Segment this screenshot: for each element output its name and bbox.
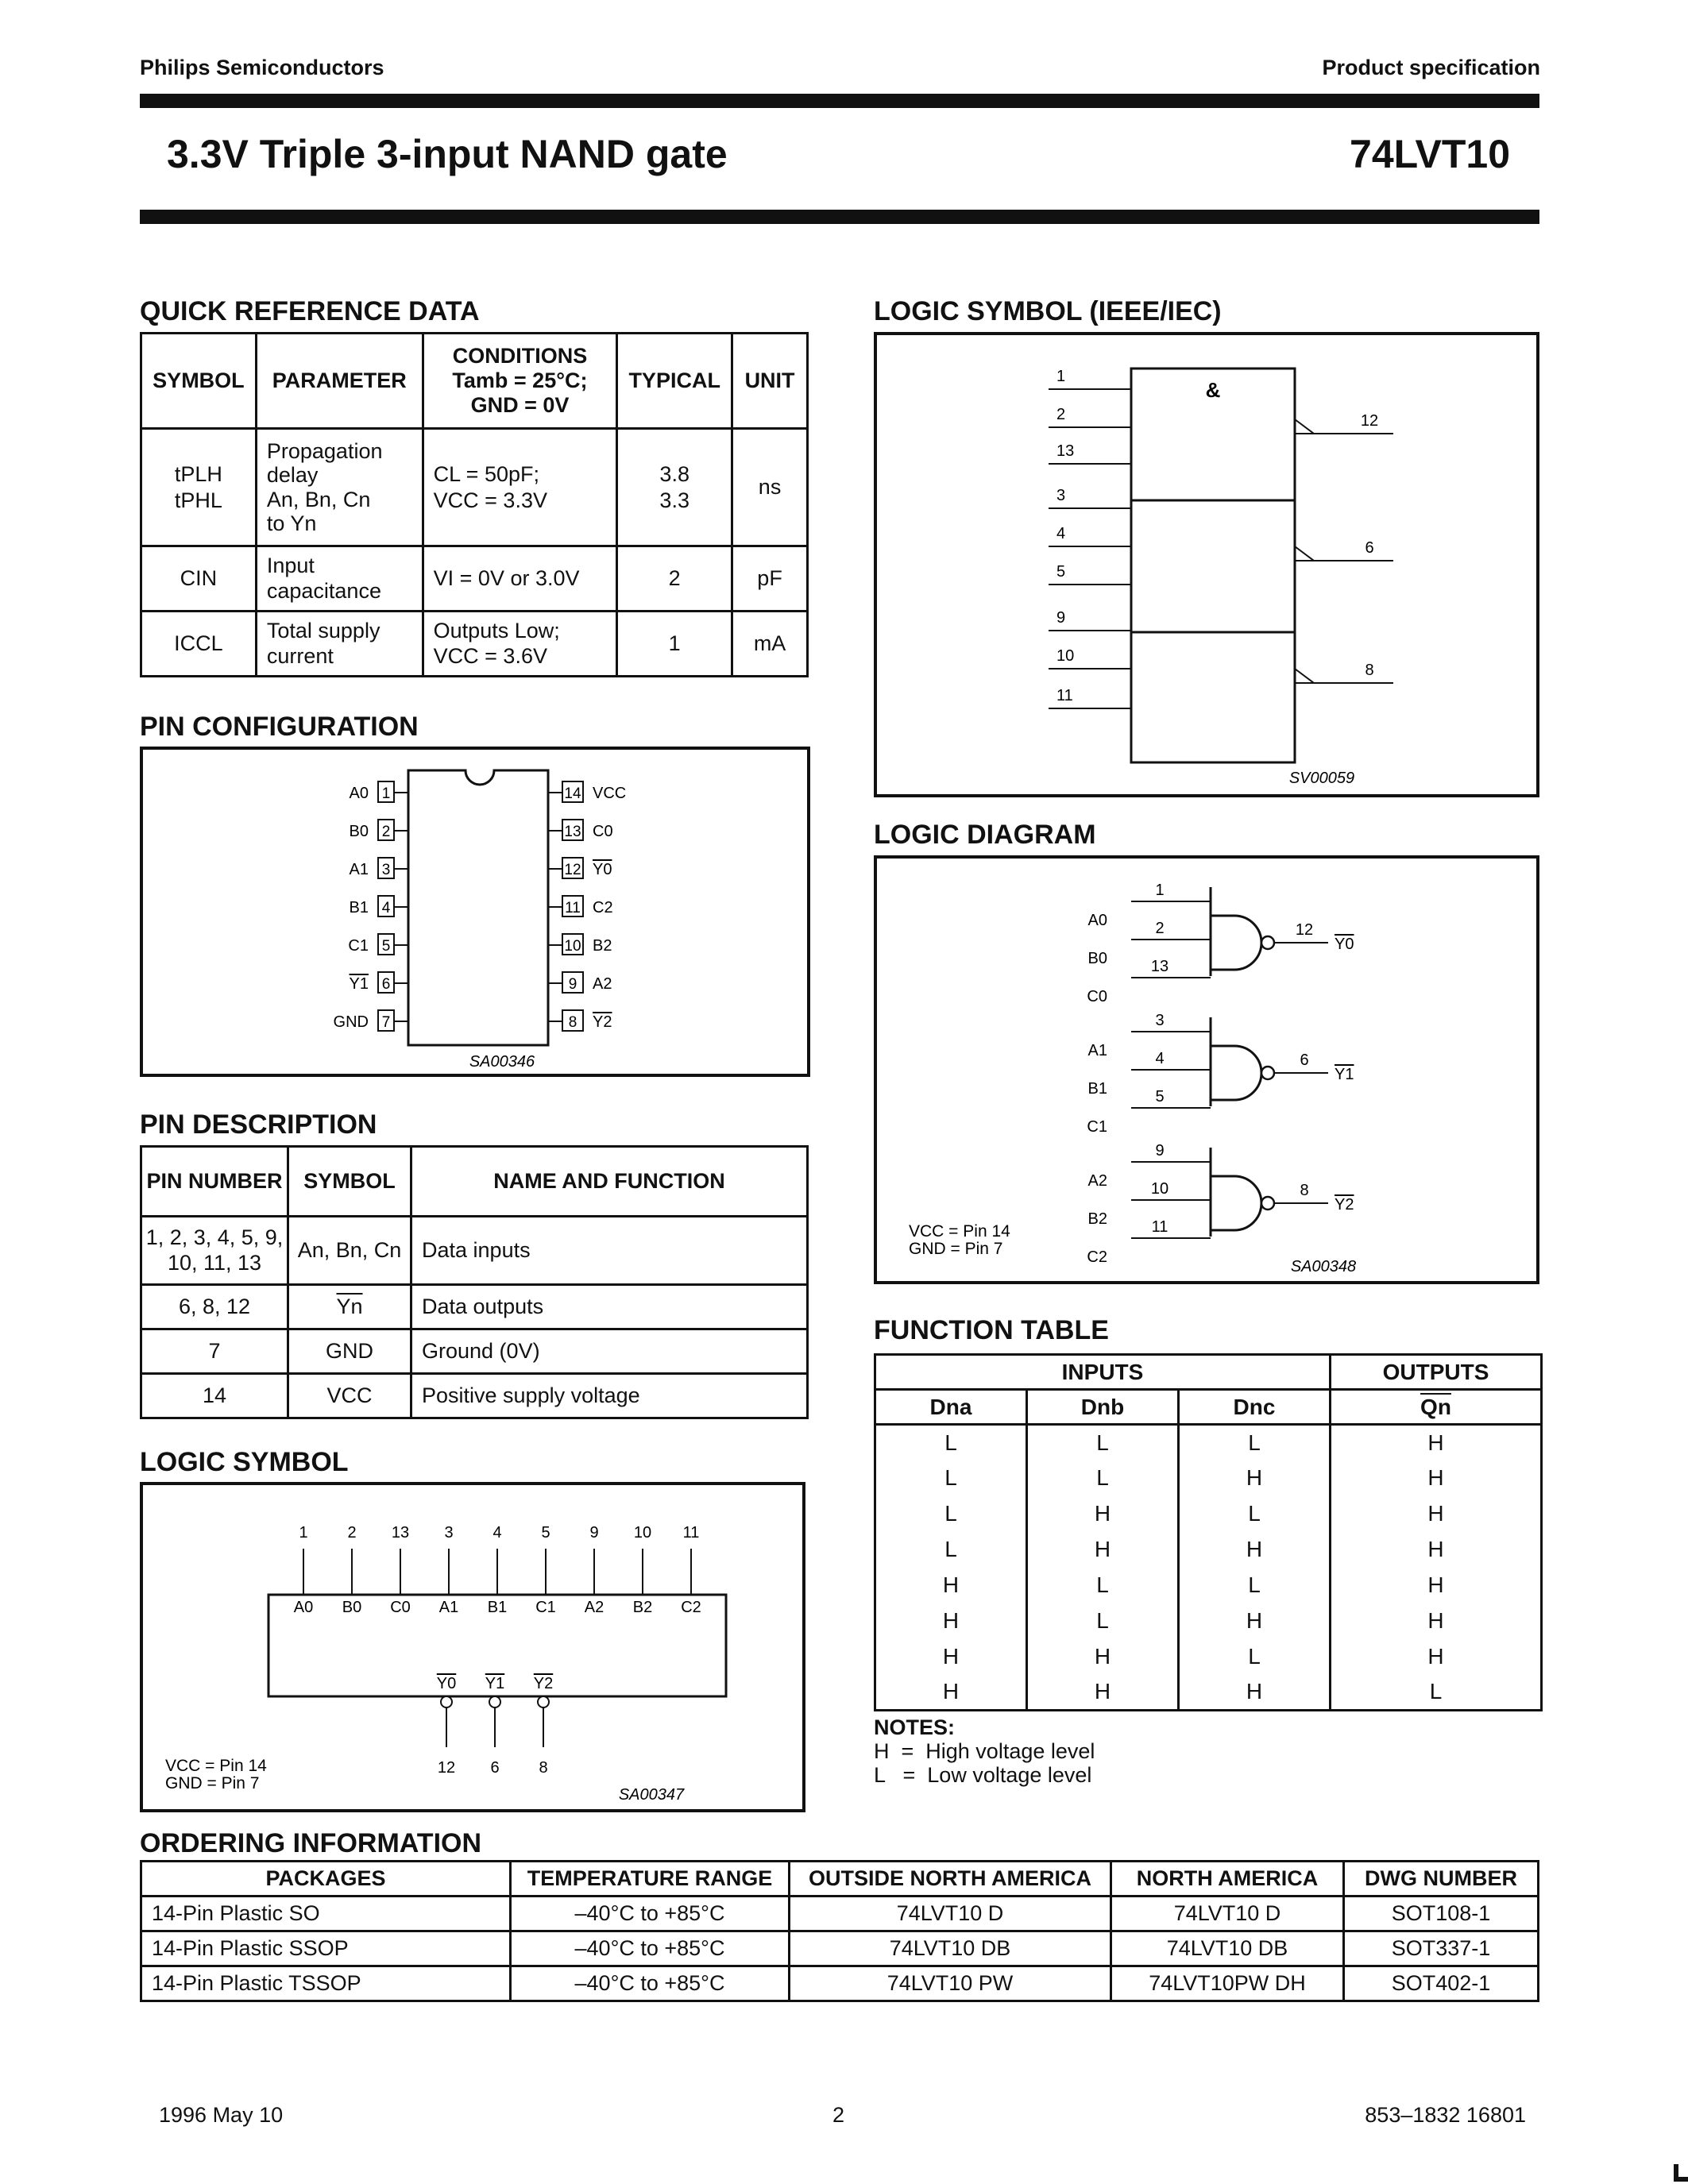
pin-label: B2 bbox=[593, 937, 612, 955]
pin-number: 2 bbox=[381, 824, 391, 840]
pin-number: 11 bbox=[565, 900, 581, 916]
table-row bbox=[141, 1897, 1539, 1931]
input-pin-number: 4 bbox=[1056, 525, 1066, 542]
table-row bbox=[875, 1568, 1542, 1603]
table-cell: H bbox=[1027, 1532, 1179, 1568]
company-name: Philips Semiconductors bbox=[140, 56, 384, 79]
output-pin-number: 6 bbox=[490, 1759, 500, 1777]
input-pin-number: 9 bbox=[1155, 1142, 1165, 1160]
input-pin-number: 2 bbox=[1056, 406, 1066, 423]
col-header: SYMBOL bbox=[288, 1147, 411, 1217]
logic-symbol-heading: LOGIC SYMBOL bbox=[140, 1447, 349, 1477]
col-header: NORTH AMERICA bbox=[1111, 1862, 1344, 1897]
input-pin-number: 13 bbox=[391, 1524, 410, 1542]
pin-label: A1 bbox=[349, 861, 369, 878]
input-label: A0 bbox=[1087, 912, 1107, 929]
table-cell: SOT108-1 bbox=[1344, 1897, 1539, 1931]
table-cell: H bbox=[875, 1639, 1027, 1675]
negation-indicator bbox=[1295, 419, 1314, 434]
col-header: Dnc bbox=[1179, 1390, 1331, 1425]
input-pin-number: 4 bbox=[1155, 1050, 1165, 1067]
pin-number: 14 bbox=[564, 785, 581, 802]
footer-date: 1996 May 10 bbox=[159, 2103, 284, 2127]
pin-label: A2 bbox=[593, 975, 612, 993]
output-pin-number: 6 bbox=[1300, 1051, 1309, 1069]
output-label: Y0 bbox=[436, 1675, 457, 1692]
input-label: B1 bbox=[487, 1599, 508, 1616]
table-row: CIN Input capacitance VI = 0V or 3.0V 2 pF bbox=[141, 546, 808, 612]
input-pin-number: 1 bbox=[1056, 368, 1066, 385]
input-label: A1 bbox=[438, 1599, 459, 1616]
pin-label: Y2 bbox=[593, 1013, 612, 1031]
col-header: PACKAGES bbox=[141, 1862, 511, 1897]
table-cell: H bbox=[875, 1568, 1027, 1603]
inversion-bubble bbox=[489, 1696, 500, 1707]
vcc-note: VCC = Pin 14 bbox=[165, 1757, 267, 1775]
table-cell: –40°C to +85°C bbox=[511, 1897, 790, 1931]
pin-desc-heading: PIN DESCRIPTION bbox=[140, 1109, 377, 1140]
table-row: 6, 8, 12 $\overline{Yn}$ Data outputs bbox=[141, 1285, 808, 1329]
gnd-note: GND = Pin 7 bbox=[909, 1240, 1003, 1258]
input-label: B2 bbox=[632, 1599, 653, 1616]
pin-config-heading: PIN CONFIGURATION bbox=[140, 712, 419, 742]
pin-number: 12 bbox=[564, 862, 581, 878]
table-cell: L bbox=[1179, 1496, 1331, 1532]
input-pin-number: 5 bbox=[1155, 1088, 1165, 1106]
table-cell: SOT402-1 bbox=[1344, 1966, 1539, 2001]
output-label: Y2 bbox=[533, 1675, 554, 1692]
input-label: C1 bbox=[1087, 1118, 1107, 1136]
table-row: tPLH tPHL Propagation delay An, Bn, Cn to Yn CL = 50pF; VCC = 3.3V 3.8 3.3 ns bbox=[141, 429, 808, 546]
ordering-heading: ORDERING INFORMATION bbox=[140, 1828, 482, 1858]
table-row: 14 VCC Positive supply voltage bbox=[141, 1374, 808, 1418]
pin-number: 3 bbox=[381, 862, 391, 878]
ic-body bbox=[408, 770, 548, 1045]
pin-label: C0 bbox=[593, 823, 613, 840]
pin-label: GND bbox=[333, 1013, 369, 1031]
notes-title: NOTES: bbox=[874, 1715, 956, 1739]
table-cell: 14-Pin Plastic SSOP bbox=[141, 1931, 511, 1966]
input-pin-number: 5 bbox=[1056, 563, 1066, 581]
inputs-group-header: INPUTS bbox=[875, 1355, 1331, 1390]
table-cell: 14-Pin Plastic SO bbox=[141, 1897, 511, 1931]
outputs-group-header: OUTPUTS bbox=[1331, 1355, 1542, 1390]
input-label: A2 bbox=[584, 1599, 605, 1616]
figure-code: SV00059 bbox=[1288, 770, 1355, 787]
figure-code: SA00347 bbox=[618, 1786, 685, 1804]
col-header: Dnb bbox=[1027, 1390, 1179, 1425]
logic-diagram bbox=[877, 859, 1536, 1281]
table-cell: L bbox=[1027, 1568, 1179, 1603]
col-header: PARAMETER bbox=[256, 334, 423, 429]
input-pin-number: 13 bbox=[1056, 442, 1075, 460]
col-header: Dna bbox=[875, 1390, 1027, 1425]
table-cell: L bbox=[875, 1425, 1027, 1461]
table-row bbox=[875, 1461, 1542, 1496]
col-header: UNIT bbox=[732, 334, 808, 429]
col-header: SYMBOL bbox=[141, 334, 257, 429]
col-header: CONDITIONS Tamb = 25°C; GND = 0V bbox=[423, 334, 617, 429]
logic-diagram-box bbox=[874, 855, 1539, 1284]
quick-ref-table bbox=[140, 332, 809, 677]
table-row bbox=[141, 1931, 1539, 1966]
negation-indicator bbox=[1295, 669, 1314, 683]
output-pin-number: 12 bbox=[1295, 921, 1314, 939]
table-row bbox=[875, 1532, 1542, 1568]
output-pin-number: 8 bbox=[1300, 1182, 1309, 1199]
pin-desc-table bbox=[140, 1145, 809, 1419]
table-cell: L bbox=[1429, 1679, 1443, 1704]
pin-label: B0 bbox=[349, 823, 369, 840]
input-pin-number: 11 bbox=[682, 1524, 700, 1542]
ordering-table bbox=[140, 1860, 1539, 2002]
input-pin-number: 9 bbox=[1056, 609, 1066, 627]
input-pin-number: 5 bbox=[541, 1524, 550, 1542]
col-header: OUTSIDE NORTH AMERICA bbox=[790, 1862, 1111, 1897]
header-rule bbox=[140, 94, 1539, 108]
table-cell: H bbox=[1027, 1639, 1179, 1675]
col-header: $\overline{Qn}$ bbox=[1331, 1390, 1542, 1425]
table-cell: 74LVT10 DB bbox=[790, 1931, 1111, 1966]
pin-config-box bbox=[140, 747, 810, 1077]
note-l: L = Low voltage level bbox=[874, 1763, 1092, 1787]
quick-ref-heading: QUICK REFERENCE DATA bbox=[140, 296, 480, 326]
pin-number: 4 bbox=[381, 900, 391, 916]
logic-symbol-box bbox=[140, 1482, 805, 1812]
crop-mark bbox=[1674, 2177, 1688, 2182]
pin-label: C1 bbox=[348, 937, 369, 955]
logic-symbol-diagram bbox=[143, 1485, 802, 1809]
input-label: A2 bbox=[1087, 1172, 1107, 1190]
title-rule bbox=[140, 210, 1539, 224]
ieee-symbol-diagram bbox=[877, 335, 1536, 794]
input-label: C2 bbox=[681, 1599, 701, 1616]
table-row bbox=[141, 1966, 1539, 2001]
function-table-heading: FUNCTION TABLE bbox=[874, 1315, 1109, 1345]
table-cell: L bbox=[875, 1461, 1027, 1496]
table-row bbox=[875, 1639, 1542, 1675]
input-label: C2 bbox=[1087, 1248, 1107, 1266]
pin-number: 1 bbox=[381, 785, 391, 802]
col-header: TEMPERATURE RANGE bbox=[511, 1862, 790, 1897]
pin-label: A0 bbox=[349, 785, 369, 802]
table-cell: L bbox=[875, 1532, 1027, 1568]
table-cell: H bbox=[1427, 1572, 1444, 1597]
figure-code: SA00346 bbox=[469, 1053, 535, 1071]
ieee-heading: LOGIC SYMBOL (IEEE/IEC) bbox=[874, 296, 1222, 326]
input-pin-number: 10 bbox=[633, 1524, 652, 1542]
input-pin-number: 3 bbox=[1056, 487, 1066, 504]
negation-indicator bbox=[1295, 546, 1314, 561]
footer-code: 853–1832 16801 bbox=[1365, 2103, 1526, 2127]
table-cell: H bbox=[875, 1603, 1027, 1639]
table-cell: H bbox=[1427, 1430, 1444, 1455]
note-h: H = High voltage level bbox=[874, 1739, 1095, 1763]
table-cell: H bbox=[1427, 1608, 1444, 1633]
page-title: 3.3V Triple 3-input NAND gate bbox=[167, 132, 728, 176]
part-number: 74LVT10 bbox=[1350, 132, 1510, 176]
table-cell: 74LVT10 D bbox=[790, 1897, 1111, 1931]
figure-code: SA00348 bbox=[1290, 1258, 1357, 1275]
and-qualifier: & bbox=[1205, 378, 1221, 402]
nand-gate bbox=[1211, 1046, 1261, 1100]
pin-number: 13 bbox=[564, 824, 581, 840]
col-header: NAME AND FUNCTION bbox=[411, 1147, 808, 1217]
table-cell: L bbox=[1027, 1425, 1179, 1461]
table-cell: –40°C to +85°C bbox=[511, 1931, 790, 1966]
doc-type: Product specification bbox=[1322, 56, 1540, 79]
table-cell: 74LVT10 DB bbox=[1111, 1931, 1344, 1966]
input-pin-number: 1 bbox=[299, 1524, 308, 1542]
table-cell: L bbox=[875, 1496, 1027, 1532]
output-label: Y0 bbox=[1335, 936, 1354, 953]
table-cell: H bbox=[1427, 1537, 1444, 1561]
table-cell: –40°C to +85°C bbox=[511, 1966, 790, 2001]
table-cell: SOT337-1 bbox=[1344, 1931, 1539, 1966]
pin-number: 7 bbox=[381, 1014, 391, 1031]
table-cell: H bbox=[875, 1675, 1027, 1711]
table-cell: L bbox=[1027, 1603, 1179, 1639]
table-cell: L bbox=[1027, 1461, 1179, 1496]
table-row bbox=[875, 1675, 1542, 1711]
table-cell: H bbox=[1427, 1501, 1444, 1526]
table-row: 7 GND Ground (0V) bbox=[141, 1329, 808, 1374]
input-pin-number: 10 bbox=[1056, 647, 1075, 665]
table-cell: 14-Pin Plastic TSSOP bbox=[141, 1966, 511, 2001]
inversion-bubble bbox=[538, 1696, 549, 1707]
input-label: A1 bbox=[1087, 1042, 1107, 1059]
pin-label: C2 bbox=[593, 899, 613, 916]
table-row bbox=[875, 1425, 1542, 1461]
pin-config-diagram bbox=[143, 750, 807, 1074]
output-pin-number: 12 bbox=[437, 1759, 456, 1777]
input-label: A0 bbox=[293, 1599, 314, 1616]
pin-label: Y0 bbox=[593, 861, 612, 878]
inversion-bubble bbox=[1261, 1067, 1274, 1079]
input-label: B0 bbox=[342, 1599, 362, 1616]
table-cell: L bbox=[1179, 1568, 1331, 1603]
nand-gate bbox=[1211, 1176, 1261, 1230]
table-cell: H bbox=[1179, 1532, 1331, 1568]
pin-number: 6 bbox=[381, 976, 391, 993]
table-cell: 74LVT10PW DH bbox=[1111, 1966, 1344, 2001]
table-cell: 74LVT10 PW bbox=[790, 1966, 1111, 2001]
table-cell: L bbox=[1179, 1425, 1331, 1461]
input-pin-number: 9 bbox=[589, 1524, 599, 1542]
col-header: DWG NUMBER bbox=[1344, 1862, 1539, 1897]
input-pin-number: 10 bbox=[1150, 1180, 1169, 1198]
table-row bbox=[875, 1496, 1542, 1532]
table-cell: H bbox=[1027, 1675, 1179, 1711]
input-label: B0 bbox=[1087, 950, 1107, 967]
input-label: C1 bbox=[535, 1599, 556, 1616]
ieee-symbol-box bbox=[874, 332, 1539, 797]
pin-label: VCC bbox=[593, 785, 627, 802]
output-label: Y1 bbox=[485, 1675, 505, 1692]
input-pin-number: 2 bbox=[347, 1524, 357, 1542]
input-pin-number: 3 bbox=[444, 1524, 454, 1542]
input-pin-number: 3 bbox=[1155, 1012, 1165, 1029]
inversion-bubble bbox=[441, 1696, 452, 1707]
table-cell: H bbox=[1027, 1496, 1179, 1532]
input-label: C0 bbox=[1087, 988, 1107, 1005]
pin-number: 5 bbox=[381, 938, 391, 955]
vcc-note: VCC = Pin 14 bbox=[909, 1222, 1010, 1241]
pin-number: 10 bbox=[564, 938, 581, 955]
pin-label: Y1 bbox=[349, 975, 369, 993]
table-cell: H bbox=[1179, 1675, 1331, 1711]
input-pin-number: 4 bbox=[492, 1524, 502, 1542]
output-pin-number: 6 bbox=[1365, 539, 1374, 557]
ieee-body bbox=[1131, 369, 1295, 762]
function-table bbox=[874, 1353, 1543, 1711]
logic-diagram-heading: LOGIC DIAGRAM bbox=[874, 820, 1096, 850]
pin-number: 9 bbox=[568, 976, 577, 993]
input-pin-number: 1 bbox=[1155, 882, 1165, 899]
output-pin-number: 12 bbox=[1360, 412, 1379, 430]
table-cell: 74LVT10 D bbox=[1111, 1897, 1344, 1931]
col-header: PIN NUMBER bbox=[141, 1147, 288, 1217]
table-cell: H bbox=[1179, 1461, 1331, 1496]
input-pin-number: 13 bbox=[1150, 958, 1169, 975]
output-label: Y1 bbox=[1335, 1066, 1354, 1083]
table-row bbox=[875, 1603, 1542, 1639]
pin-number: 8 bbox=[568, 1014, 577, 1031]
table-cell: H bbox=[1427, 1644, 1444, 1669]
output-label: Y2 bbox=[1335, 1196, 1354, 1214]
table-cell: H bbox=[1427, 1465, 1444, 1490]
input-label: B1 bbox=[1087, 1080, 1107, 1098]
table-row: 1, 2, 3, 4, 5, 9, 10, 11, 13 An, Bn, Cn Data inputs bbox=[141, 1217, 808, 1285]
inversion-bubble bbox=[1261, 1197, 1274, 1210]
pin-label: B1 bbox=[349, 899, 369, 916]
input-label: B2 bbox=[1087, 1210, 1107, 1228]
nand-gate bbox=[1211, 916, 1261, 970]
col-header: TYPICAL bbox=[617, 334, 732, 429]
output-pin-number: 8 bbox=[539, 1759, 548, 1777]
input-pin-number: 11 bbox=[1151, 1218, 1168, 1236]
input-pin-number: 2 bbox=[1155, 920, 1165, 937]
table-cell: H bbox=[1179, 1603, 1331, 1639]
page-number: 2 bbox=[832, 2103, 845, 2127]
input-pin-number: 11 bbox=[1056, 687, 1073, 704]
table-row: ICCL Total supply current Outputs Low; VCC = 3.6V 1 mA bbox=[141, 612, 808, 677]
inversion-bubble bbox=[1261, 936, 1274, 949]
output-pin-number: 8 bbox=[1365, 662, 1374, 679]
input-label: C0 bbox=[390, 1599, 411, 1616]
table-cell: L bbox=[1179, 1639, 1331, 1675]
gnd-note: GND = Pin 7 bbox=[165, 1774, 260, 1792]
